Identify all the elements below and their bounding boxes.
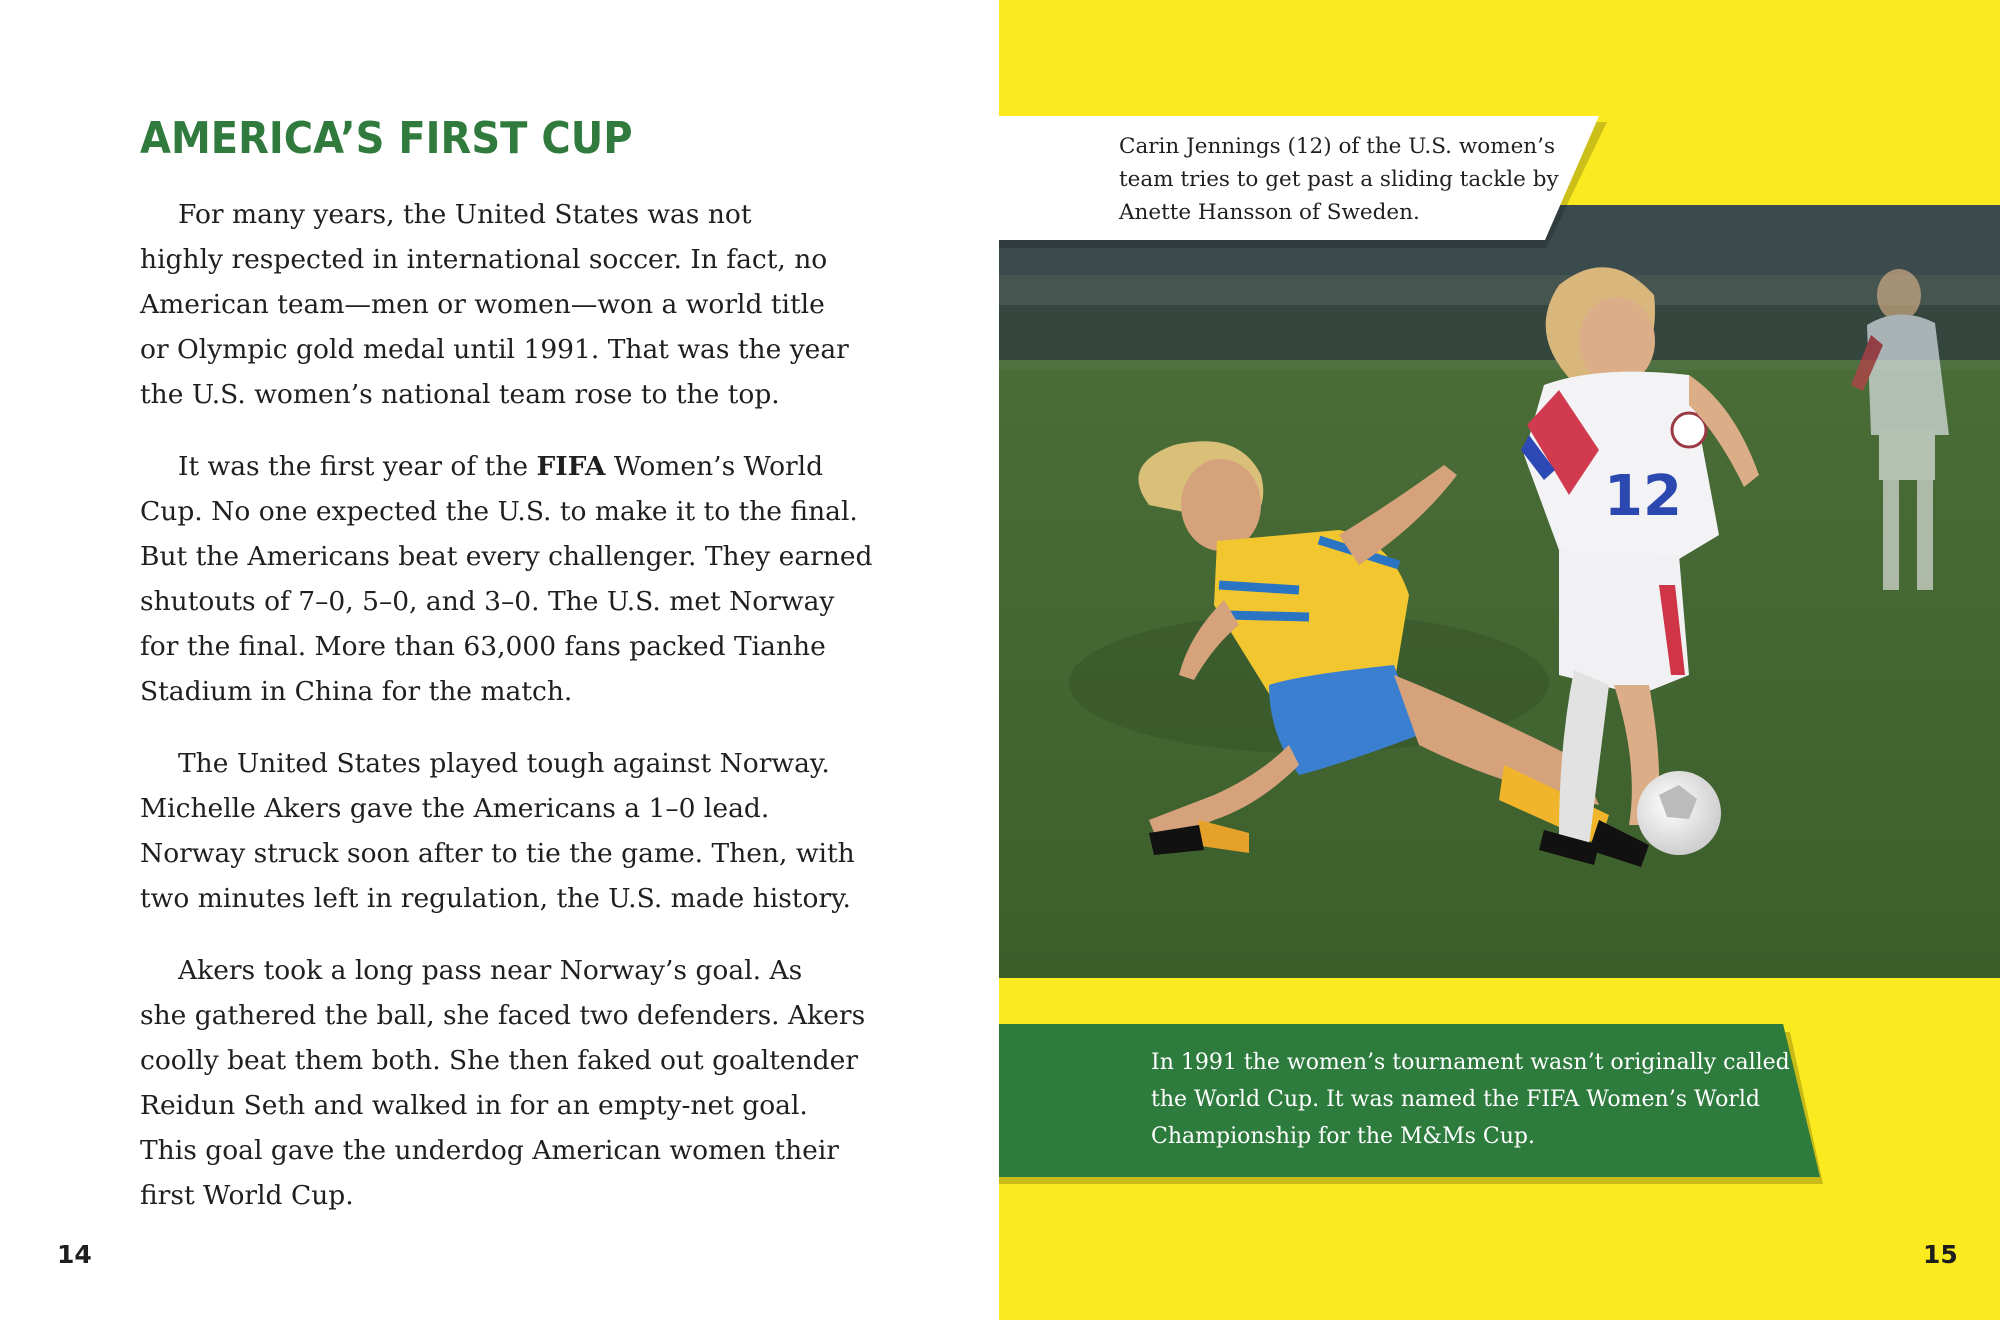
fact-box-text [1151, 1044, 1791, 1155]
soccer-photo [999, 205, 2000, 978]
paragraph-1 [140, 192, 849, 417]
glossary-term: FIFA [536, 451, 606, 482]
text-line: Reidun Seth and walked in for an empty-net goal. [140, 1090, 808, 1121]
fact-line: the World Cup. It was named the FIFA Women’s World [1151, 1087, 1760, 1112]
left-page [0, 0, 999, 1320]
photo-caption [1119, 130, 1579, 229]
caption-line: team tries to get past a sliding tackle by [1119, 167, 1559, 192]
page-number-left: 14 [57, 1240, 92, 1269]
text-line: two minutes left in regulation, the U.S. made history. [140, 883, 851, 914]
fact-line: In 1991 the women’s tournament wasn’t originally called [1151, 1050, 1790, 1075]
text-line: shutouts of 7–0, 5–0, and 3–0. The U.S. met Norway [140, 586, 835, 617]
body-text [140, 192, 873, 1245]
text-line: Akers took a long pass near Norway’s goal. As [178, 955, 803, 986]
text-line: Michelle Akers gave the Americans a 1–0 lead. [140, 793, 770, 824]
text-line: For many years, the United States was not [178, 199, 752, 230]
text-line: Cup. No one expected the U.S. to make it to the final. [140, 496, 858, 527]
jersey-number: 12 [1604, 464, 1682, 529]
text-line: American team—men or women—won a world title [140, 289, 825, 320]
text-line [140, 444, 840, 489]
text-line: the U.S. women’s national team rose to the top. [140, 379, 780, 410]
text-line: Norway struck soon after to tie the game. Then, with [140, 838, 855, 869]
text-line: or Olympic gold medal until 1991. That was the year [140, 334, 849, 365]
text-line: Stadium in China for the match. [140, 676, 573, 707]
page-number-right: 15 [1923, 1240, 1958, 1269]
text-line: The United States played tough against Norway. [178, 748, 830, 779]
text-line: for the final. More than 63,000 fans packed Tianhe [140, 631, 826, 662]
fact-line: Championship for the M&Ms Cup. [1151, 1124, 1536, 1149]
soccer-match-illustration [999, 205, 2000, 978]
text-fragment: Women’s World [605, 451, 824, 482]
text-line: But the Americans beat every challenger. They earned [140, 541, 873, 572]
paragraph-3 [140, 741, 855, 921]
text-line: she gathered the ball, she faced two defenders. Akers [140, 1000, 866, 1031]
text-line: This goal gave the underdog American women their [140, 1135, 839, 1166]
caption-line: Anette Hansson of Sweden. [1119, 200, 1420, 225]
text-fragment: It was the first year of the [178, 451, 537, 482]
paragraph-4 [140, 948, 866, 1218]
text-line: coolly beat them both. She then faked out goaltender [140, 1045, 858, 1076]
right-page [999, 0, 2000, 1320]
caption-line: Carin Jennings (12) of the U.S. women’s [1119, 134, 1556, 159]
text-line: first World Cup. [140, 1180, 354, 1211]
paragraph-2 [140, 444, 873, 714]
chapter-heading: AMERICA’S FIRST CUP [140, 114, 633, 164]
text-line: highly respected in international soccer. In fact, no [140, 244, 828, 275]
